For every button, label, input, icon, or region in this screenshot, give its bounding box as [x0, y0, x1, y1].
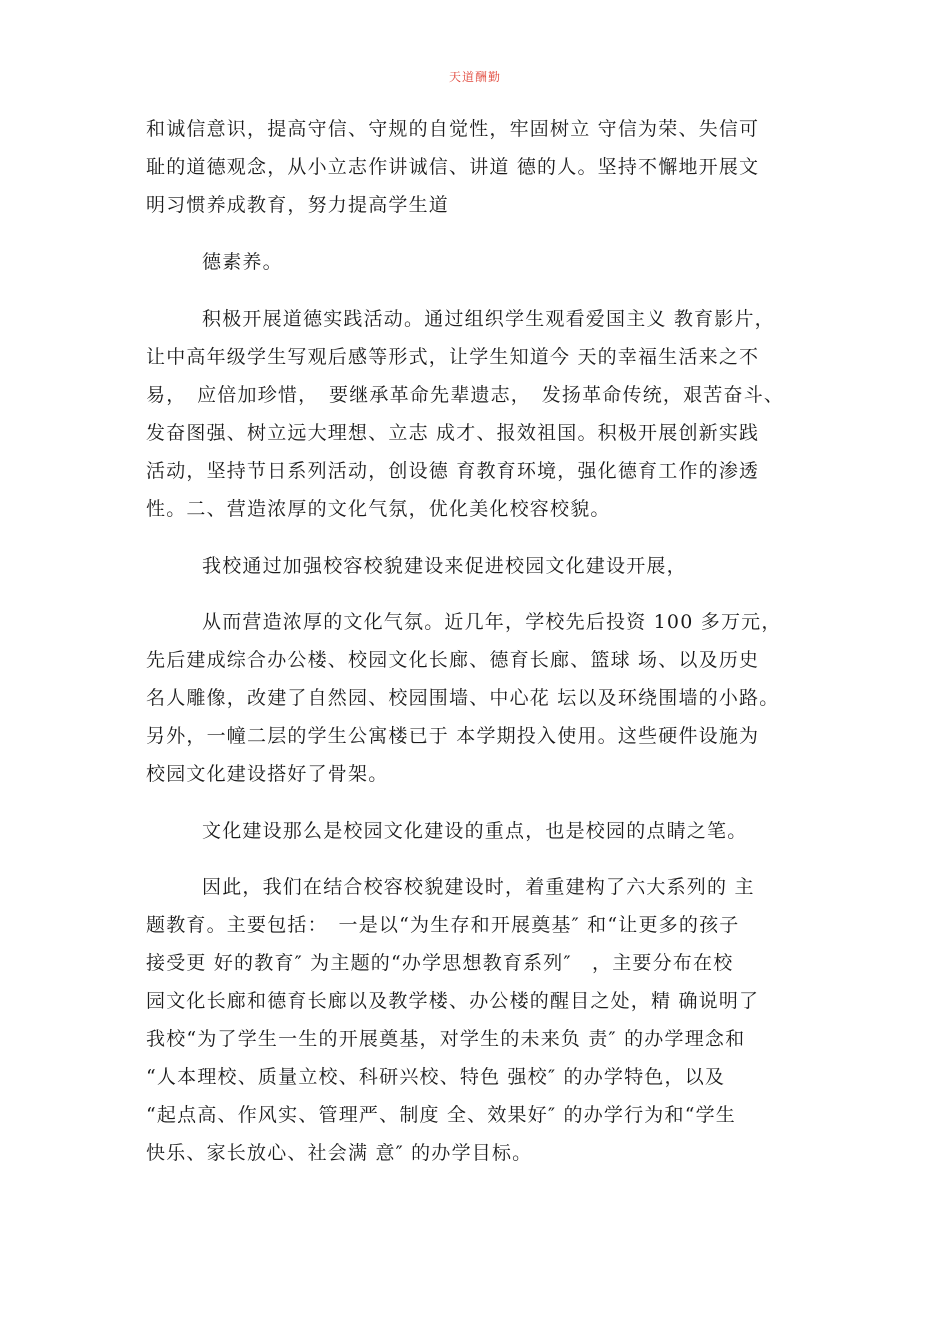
text-line: 活动，坚持节日系列活动，创设德 育教育环境，强化德育工作的渗透 [146, 460, 760, 482]
text-line: 校园文化建设搭好了骨架。 [146, 763, 389, 785]
text-line: 文化建设那么是校园文化建设的重点，也是校园的点睛之笔。 [202, 820, 748, 842]
text-line: 快乐、家长放心、社会满 意″ 的办学目标。 [146, 1142, 533, 1164]
text-line: “人本理校、质量立校、科研兴校、特色 强校″ 的办学特色，以及 [146, 1066, 726, 1088]
text-line: 性。二、营造浓厚的文化气氛，优化美化校容校貌。 [146, 498, 611, 520]
text-line: 题教育。主要包括： 一是以“为生存和开展奠基″ 和“让更多的孩子 [146, 914, 740, 936]
text-line: 和诚信意识，提高守信、守规的自觉性，牢固树立 守信为荣、失信可 [146, 118, 760, 140]
text-line: 接受更 好的教育″ 为主题的“办学思想教育系列″ ，主要分布在校 [146, 952, 734, 974]
text-line: 名人雕像，改建了自然园、校园围墙、中心花 坛以及环绕围墙的小路。 [146, 687, 780, 709]
text-line: 园文化长廊和德育长廊以及教学楼、办公楼的醒目之处，精 确说明了 [146, 990, 760, 1012]
page-header: 天道酬勤 [448, 70, 501, 84]
text-line: 先后建成综合办公楼、校园文化长廊、德育长廊、篮球 场、以及历史 [146, 649, 760, 671]
text-line: 德素养。 [202, 251, 283, 273]
text-line: 耻的道德观念，从小立志作讲诚信、讲道 德的人。坚持不懈地开展文 [146, 156, 760, 178]
text-line: 积极开展道德实践活动。通过组织学生观看爱国主义 教育影片， [202, 308, 775, 330]
text-line: “起点高、作风实、管理严、制度 全、效果好″ 的办学行为和“学生 [146, 1104, 737, 1126]
text-line: 从而营造浓厚的文化气氛。近几年，学校先后投资 100 多万元， [202, 611, 782, 633]
text-line: 易， 应倍加珍惜， 要继承革命先辈遗志， 发扬革命传统，艰苦奋斗、 [146, 384, 785, 406]
text-line: 我校通过加强校容校貌建设来促进校园文化建设开展， [202, 555, 687, 577]
text-line: 我校“为了学生一生的开展奠基，对学生的未来负 责″ 的办学理念和 [146, 1028, 746, 1050]
text-line: 让中高年级学生写观后感等形式，让学生知道今 天的幸福生活来之不 [146, 346, 760, 368]
text-line: 明习惯养成教育，努力提高学生道 [146, 194, 450, 216]
text-line: 发奋图强、树立远大理想、立志 成才、报效祖国。积极开展创新实践 [146, 422, 760, 444]
text-line: 因此，我们在结合校容校貌建设时，着重建构了六大系列的 主 [202, 876, 755, 898]
text-line: 另外，一幢二层的学生公寓楼已于 本学期投入使用。这些硬件设施为 [146, 725, 760, 747]
